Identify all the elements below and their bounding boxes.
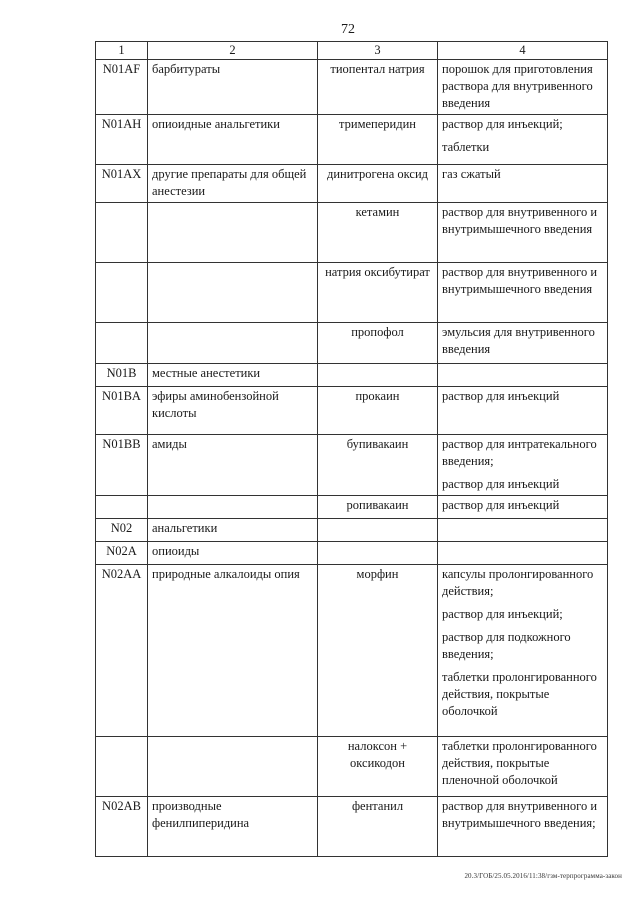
cell-group — [148, 203, 318, 263]
table-row — [96, 60, 608, 115]
cell-drug-name — [318, 519, 438, 542]
cell-dosage-forms — [438, 364, 608, 387]
cell-dosage-forms — [438, 323, 608, 364]
cell-dosage-forms — [438, 519, 608, 542]
cell-code: N01BA — [96, 387, 148, 435]
cell-code: N01AF — [96, 60, 148, 115]
column-header: 2 — [148, 42, 318, 60]
cell-group: другие препараты для общей анестезии — [148, 165, 318, 203]
cell-dosage-forms — [438, 115, 608, 165]
cell-code: N02A — [96, 542, 148, 565]
cell-dosage-forms — [438, 435, 608, 496]
dosage-form-item: раствор для инъекций — [442, 389, 560, 403]
table-row — [96, 364, 608, 387]
dosage-form-item: раствор для внутривенного и внутримышечного введения — [442, 205, 598, 236]
table-row — [96, 797, 608, 857]
cell-dosage-forms — [438, 737, 608, 797]
cell-code — [96, 203, 148, 263]
cell-code: N02 — [96, 519, 148, 542]
cell-dosage-forms — [438, 797, 608, 857]
cell-code: N02AA — [96, 565, 148, 737]
cell-dosage-forms — [438, 387, 608, 435]
cell-dosage-forms — [438, 263, 608, 323]
cell-group: природные алкалоиды опия — [148, 565, 318, 737]
dosage-form-item: раствор для инъекций — [442, 498, 560, 512]
dosage-form-item: капсулы пролонгированного действия; — [442, 567, 594, 598]
cell-drug-name: прокаин — [318, 387, 438, 435]
dosage-form-item: раствор для инъекций; — [442, 117, 563, 131]
dosage-form-item: раствор для интратекального введения; — [442, 437, 597, 468]
cell-group: анальгетики — [148, 519, 318, 542]
column-header: 3 — [318, 42, 438, 60]
dosage-form-item: раствор для инъекций — [442, 477, 560, 491]
cell-drug-name: тримеперидин — [318, 115, 438, 165]
dosage-form-item: газ сжатый — [442, 167, 501, 181]
table-row — [96, 737, 608, 797]
table-row — [96, 387, 608, 435]
table-row — [96, 165, 608, 203]
table-row — [96, 435, 608, 496]
table-row — [96, 542, 608, 565]
cell-code: N01AX — [96, 165, 148, 203]
cell-dosage-forms — [438, 542, 608, 565]
cell-group: опиоиды — [148, 542, 318, 565]
cell-code — [96, 323, 148, 364]
cell-group: производные фенилпиперидина — [148, 797, 318, 857]
cell-drug-name: морфин — [318, 565, 438, 737]
cell-code: N02AB — [96, 797, 148, 857]
cell-drug-name: бупивакаин — [318, 435, 438, 496]
drug-table — [95, 41, 608, 857]
cell-group — [148, 496, 318, 519]
table-row — [96, 565, 608, 737]
dosage-form-item: таблетки пролонгированного действия, покрытые пленочной оболочкой — [442, 739, 597, 787]
column-header: 4 — [438, 42, 608, 60]
dosage-form-item: раствор для внутривенного и внутримышечного введения; — [442, 799, 598, 830]
cell-dosage-forms — [438, 496, 608, 519]
cell-dosage-forms — [438, 203, 608, 263]
cell-group: барбитураты — [148, 60, 318, 115]
cell-group: амиды — [148, 435, 318, 496]
cell-group: эфиры аминобензойной кислоты — [148, 387, 318, 435]
cell-drug-name — [318, 364, 438, 387]
page-number: 72 — [341, 22, 355, 37]
table-row — [96, 263, 608, 323]
cell-dosage-forms — [438, 60, 608, 115]
cell-drug-name: фентанил — [318, 797, 438, 857]
cell-dosage-forms — [438, 565, 608, 737]
dosage-form-item: раствор для инъекций; — [442, 607, 563, 621]
cell-group: опиоидные анальгетики — [148, 115, 318, 165]
cell-drug-name — [318, 542, 438, 565]
cell-group — [148, 323, 318, 364]
cell-code: N01BB — [96, 435, 148, 496]
dosage-form-item: раствор для внутривенного и внутримышечного введения — [442, 265, 598, 296]
cell-drug-name: пропофол — [318, 323, 438, 364]
table-row — [96, 323, 608, 364]
cell-drug-name: кетамин — [318, 203, 438, 263]
table-row — [96, 496, 608, 519]
dosage-form-item: раствор для подкожного введения; — [442, 630, 571, 661]
cell-group — [148, 737, 318, 797]
footer-reference: 20.3/ГОБ/25.05.2016/11:38/гзм-терпрограмма-закон — [464, 872, 622, 880]
table-body — [96, 60, 608, 857]
cell-code — [96, 263, 148, 323]
cell-drug-name: ропивакаин — [318, 496, 438, 519]
cell-drug-name: налоксон + оксикодон — [318, 737, 438, 797]
dosage-form-item: таблетки — [442, 140, 490, 154]
table-header-row — [96, 42, 608, 60]
cell-drug-name: динитрогена оксид — [318, 165, 438, 203]
cell-code — [96, 496, 148, 519]
dosage-form-item: порошок для приготовления раствора для внутривенного введения — [442, 62, 593, 110]
table-row — [96, 519, 608, 542]
table-row — [96, 203, 608, 263]
column-header: 1 — [96, 42, 148, 60]
cell-drug-name: тиопентал натрия — [318, 60, 438, 115]
cell-group — [148, 263, 318, 323]
cell-code: N01B — [96, 364, 148, 387]
dosage-form-item: эмульсия для внутривенного введения — [442, 325, 595, 356]
table-row — [96, 115, 608, 165]
cell-drug-name: натрия оксибутират — [318, 263, 438, 323]
cell-code — [96, 737, 148, 797]
dosage-form-item: таблетки пролонгированного действия, покрытые оболочкой — [442, 670, 597, 718]
cell-dosage-forms — [438, 165, 608, 203]
cell-code: N01AH — [96, 115, 148, 165]
cell-group: местные анестетики — [148, 364, 318, 387]
